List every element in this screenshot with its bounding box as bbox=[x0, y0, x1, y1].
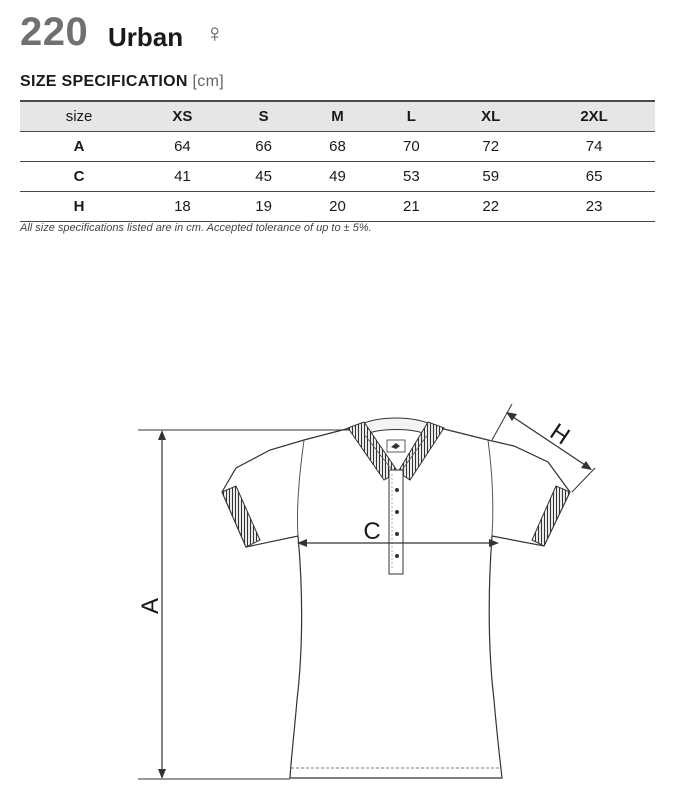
size-spec-title-text: SIZE SPECIFICATION bbox=[20, 73, 188, 90]
measure-h-arrow-start bbox=[506, 412, 517, 421]
measure-a-label: A bbox=[137, 597, 164, 615]
size-header-2xl: 2XL bbox=[533, 101, 655, 132]
table-cell: 64 bbox=[138, 132, 227, 162]
product-name: Urban bbox=[108, 22, 184, 52]
table-cell: 49 bbox=[301, 162, 375, 192]
table-cell: 18 bbox=[138, 192, 227, 222]
table-cell: 23 bbox=[533, 192, 655, 222]
table-cell: 74 bbox=[533, 132, 655, 162]
size-spec-unit: [cm] bbox=[192, 73, 224, 90]
placket-button bbox=[395, 488, 399, 492]
size-header-m: M bbox=[301, 101, 375, 132]
size-header-xl: XL bbox=[448, 101, 533, 132]
measure-c-arrow-right bbox=[489, 539, 499, 547]
measure-a-arrow-bottom bbox=[158, 769, 166, 779]
table-cell: 20 bbox=[301, 192, 375, 222]
product-code: 220 bbox=[20, 10, 89, 54]
row-label: H bbox=[20, 192, 138, 222]
measure-h-ext-1 bbox=[492, 404, 512, 440]
table-cell: 68 bbox=[301, 132, 375, 162]
size-header-l: L bbox=[374, 101, 448, 132]
right-sleeve-cuff bbox=[532, 486, 570, 546]
table-cell: 65 bbox=[533, 162, 655, 192]
table-cell: 22 bbox=[448, 192, 533, 222]
row-label: C bbox=[20, 162, 138, 192]
left-sleeve-cuff bbox=[222, 486, 260, 547]
measure-a-arrow-top bbox=[158, 430, 166, 440]
table-cell: 70 bbox=[374, 132, 448, 162]
row-label: A bbox=[20, 132, 138, 162]
female-symbol-icon: ♀ bbox=[205, 18, 225, 48]
left-armhole-seam bbox=[297, 440, 304, 536]
measure-h-ext-2 bbox=[572, 468, 595, 492]
table-cell: 41 bbox=[138, 162, 227, 192]
placket-button bbox=[395, 554, 399, 558]
placket-button bbox=[395, 510, 399, 514]
placket-button bbox=[395, 532, 399, 536]
measure-c-label: C bbox=[363, 518, 381, 545]
size-header-xs: XS bbox=[138, 101, 227, 132]
table-cell: 72 bbox=[448, 132, 533, 162]
table-cell: 53 bbox=[374, 162, 448, 192]
table-cell: 59 bbox=[448, 162, 533, 192]
collar-back bbox=[362, 418, 430, 434]
table-cell: 19 bbox=[227, 192, 301, 222]
table-cell: 45 bbox=[227, 162, 301, 192]
measure-h-arrow-end bbox=[581, 461, 592, 470]
placket bbox=[389, 470, 403, 574]
measure-h-label: H bbox=[544, 418, 575, 451]
table-cell: 66 bbox=[227, 132, 301, 162]
table-cell: 21 bbox=[374, 192, 448, 222]
size-header-s: S bbox=[227, 101, 301, 132]
tolerance-note: All size specifications listed are in cm. Accepted tolerance of up to ± 5%. bbox=[20, 222, 372, 234]
right-armhole-seam bbox=[488, 440, 493, 536]
size-header-cell: size bbox=[20, 101, 138, 132]
